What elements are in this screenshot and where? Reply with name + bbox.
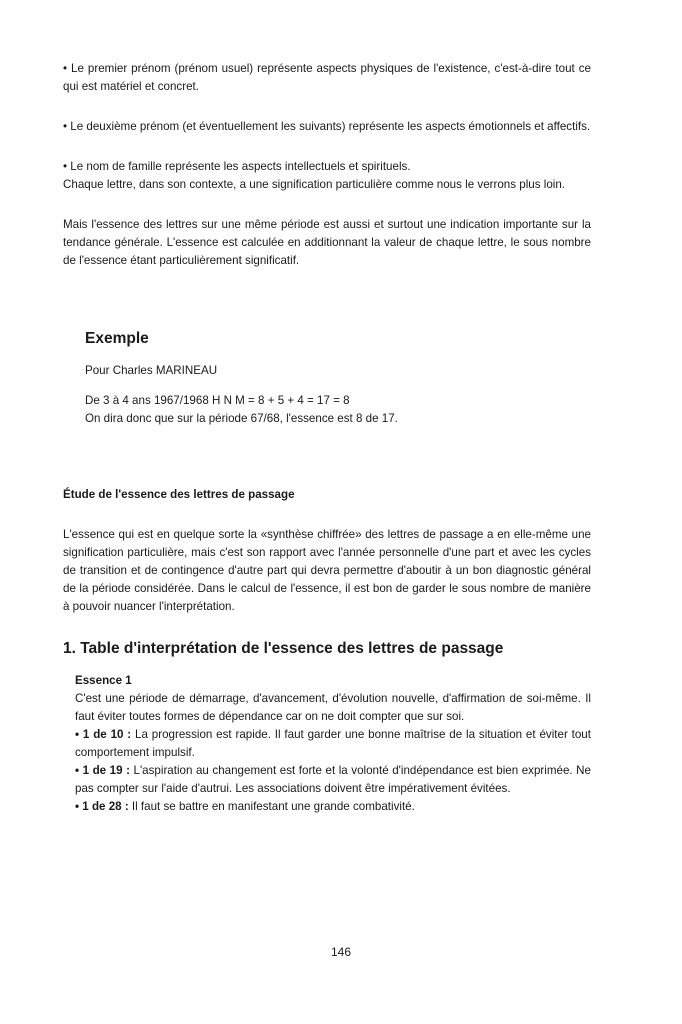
item-text: Il faut se battre en manifestant une grande combativité. [128,800,415,813]
paragraph-each-letter: Chaque lettre, dans son contexte, a une signification particulière comme nous le verrons plus loin. [63,178,566,191]
paragraph-first-name: • Le premier prénom (prénom usuel) représente aspects physiques de l'existence, c'est-à-dire tout ce qui est matériel et concret. [63,62,591,93]
example-calculation: De 3 à 4 ans 1967/1968 H N M = 8 + 5 + 4 = 17 = 8 [85,394,350,407]
paragraph-second-name: • Le deuxième prénom (et éventuellement les suivants) représente les aspects émotionnels et affectifs. [63,120,591,133]
item-text: La progression est rapide. Il faut garder une bonne maîtrise de la situation et éviter tout comportement impulsif. [75,728,591,759]
essence-item-1-10 [75,726,591,762]
essence-block [63,672,591,816]
essence-item-1-28 [75,798,591,816]
table-heading: 1. Table d'interprétation de l'essence des lettres de passage [63,640,504,657]
study-text: L'essence qui est en quelque sorte la «synthèse chiffrée» des lettres de passage a en elle-même une signification particulière, mais c'est son rapport avec l'année personnelle d'une part et avec les cycles de transition et de contingence d'autre part qui devra permettre d'aboutir à un bon diagnostic général de la période considérée. Dans le calcul de l'essence, il est bon de garder le sous nombre de manière à pouvoir nuancer l'interprétation. [63,528,591,613]
paragraph-essence: Mais l'essence des lettres sur une même période est aussi et surtout une indication importante sur la tendance générale. L'essence est calculée en additionnant la valeur de chaque lettre, le sous nombre de l'essence étant particulièrement significatif. [63,218,591,267]
example-title: Exemple [85,330,149,347]
item-label: • 1 de 28 : [75,800,129,813]
item-label: • 1 de 10 : [75,728,132,741]
example-block [63,328,591,428]
essence-item-1-19 [75,762,591,798]
study-title: Étude de l'essence des lettres de passage [63,488,295,501]
essence-text: C'est une période de démarrage, d'avancement, d'évolution nouvelle, d'affirmation de soi-même. Il faut éviter toutes formes de dépendance car on ne doit compter que sur soi. [75,692,591,723]
page-body [63,60,591,816]
item-text: L'aspiration au changement est forte et la volonté d'indépendance est bien exprimée. Ne pas compter sur l'aide d'autrui. Les associations doivent être impérativement évitées. [75,764,591,795]
page-number: 146 [330,945,352,959]
example-conclusion: On dira donc que sur la période 67/68, l'essence est 8 de 17. [85,412,398,425]
item-label: • 1 de 19 : [75,764,130,777]
example-subject: Pour Charles MARINEAU [85,364,218,377]
essence-title: Essence 1 [75,674,132,687]
paragraph-family-name: • Le nom de famille représente les aspects intellectuels et spirituels. [63,160,411,173]
